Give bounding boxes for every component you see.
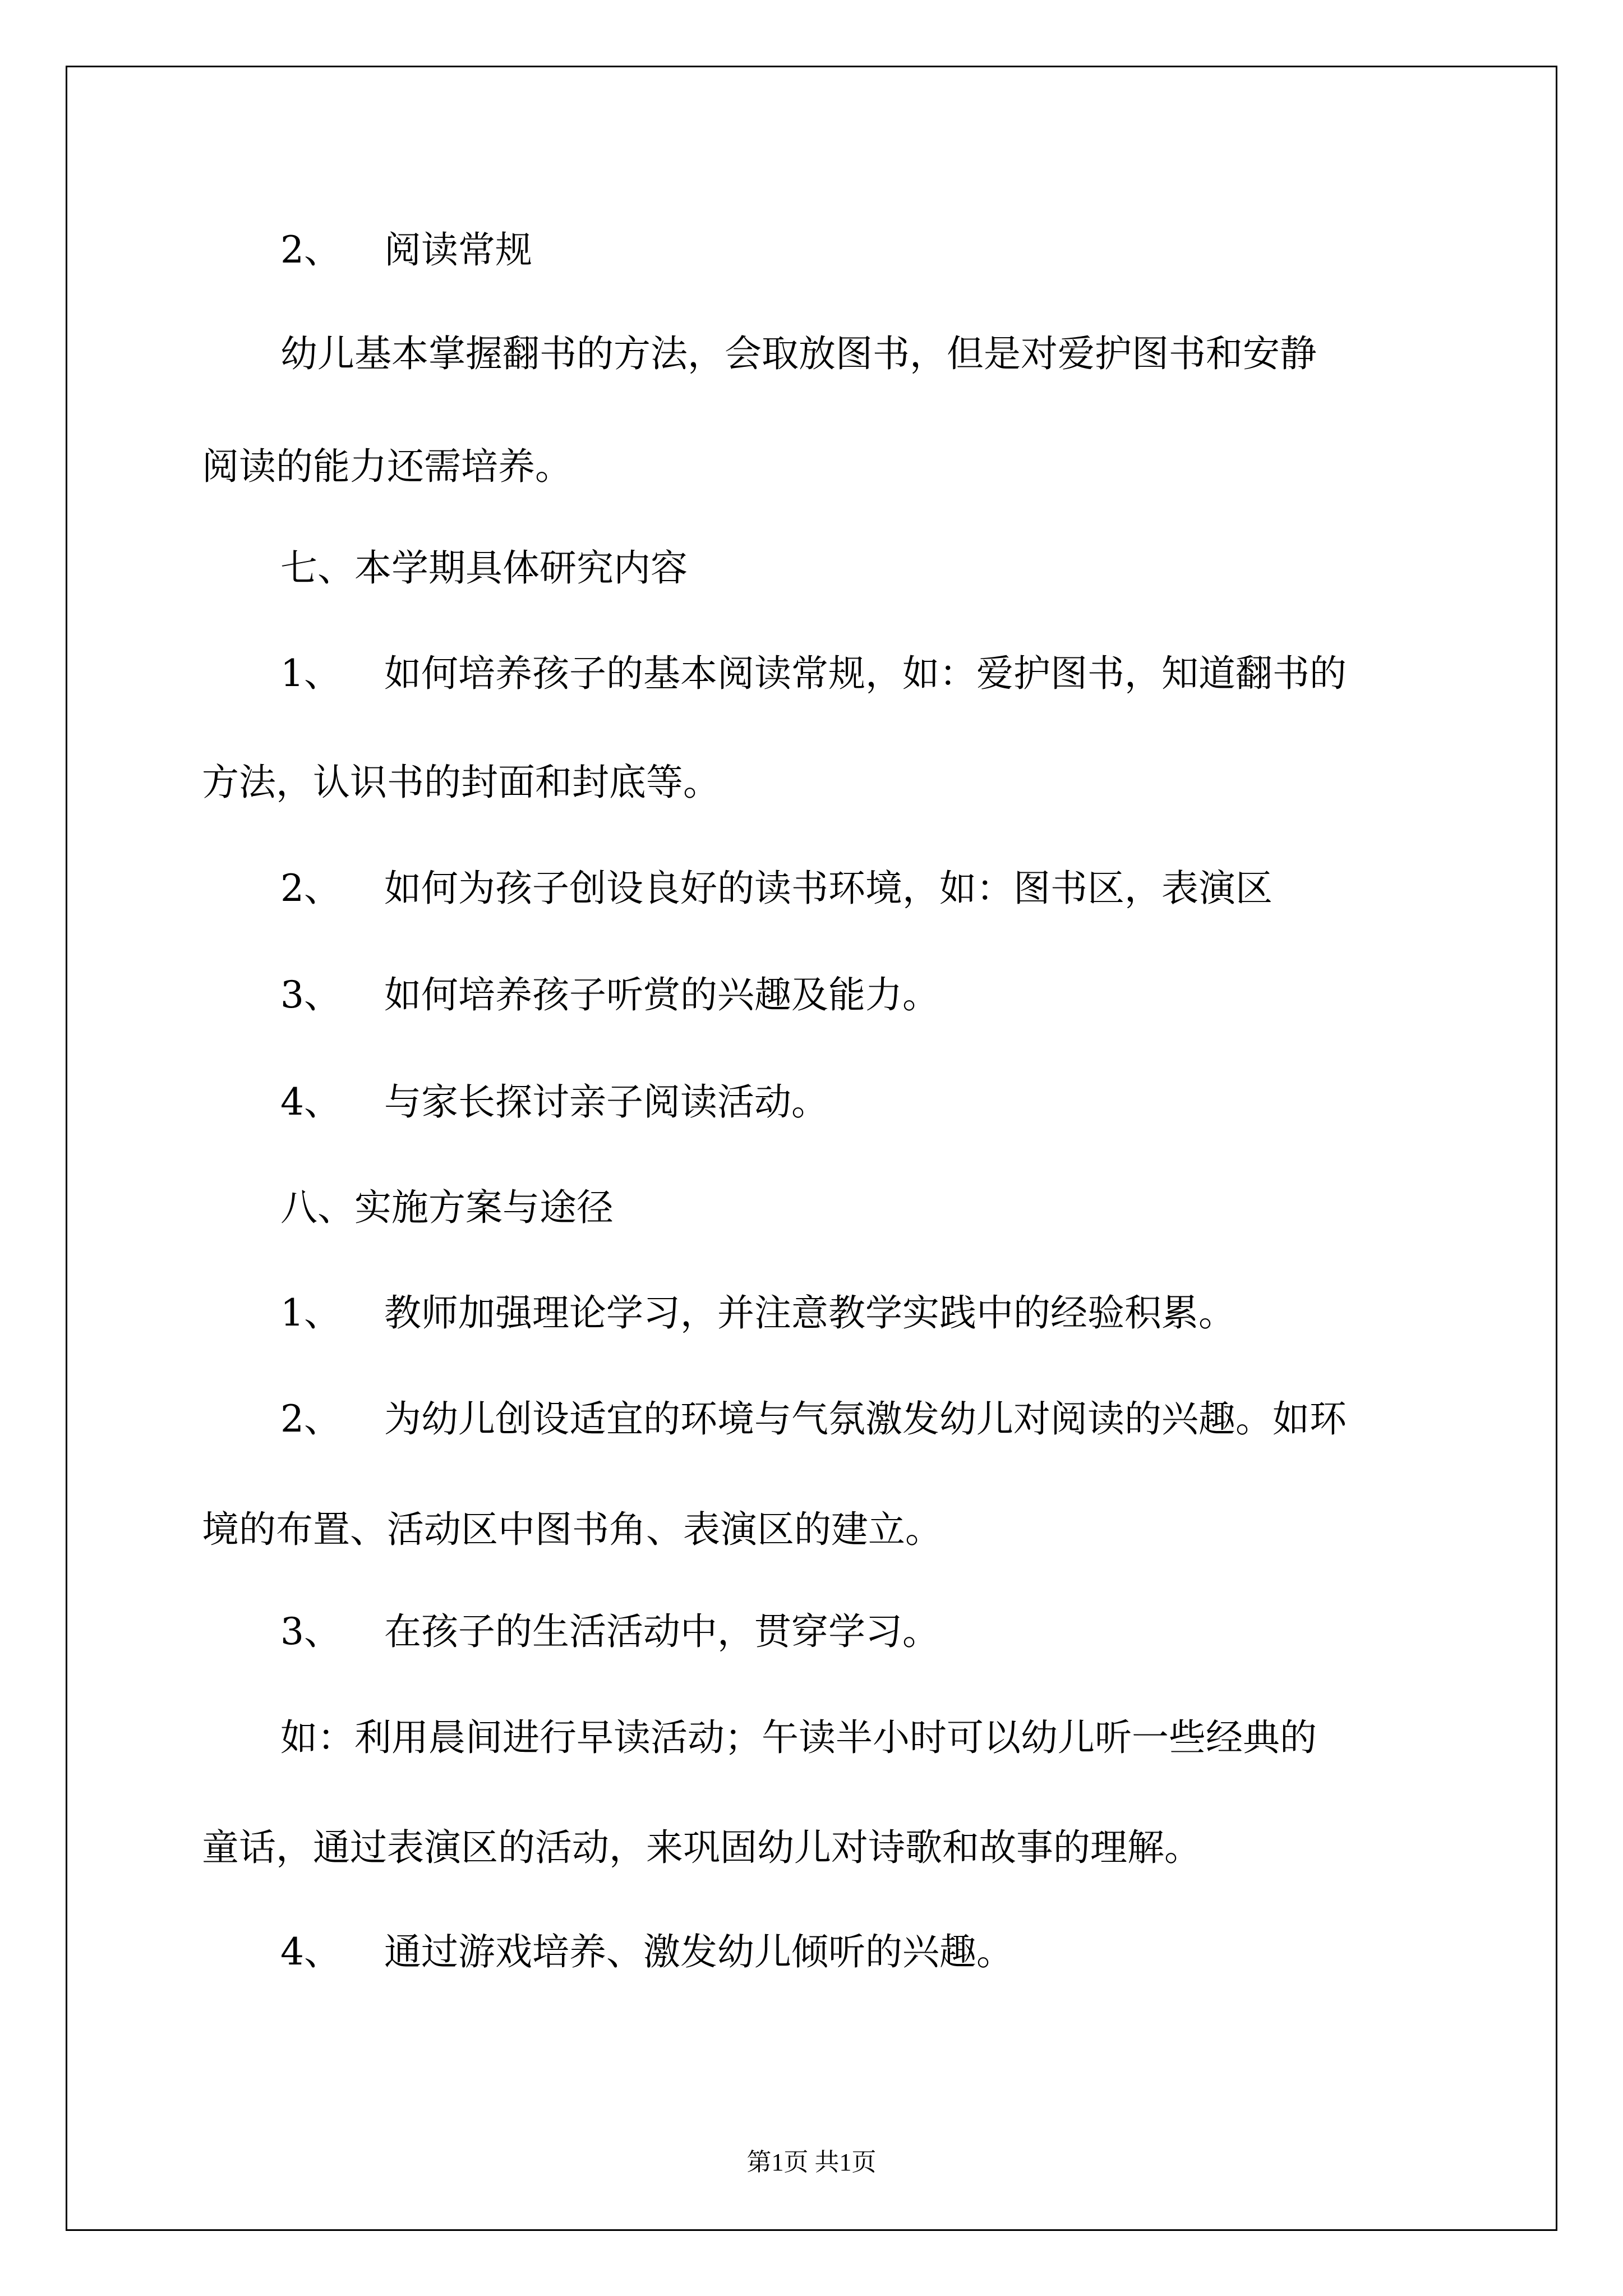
- item-number: 4、: [280, 1930, 341, 1973]
- item-number: 1、: [280, 652, 341, 695]
- item-number: 1、: [280, 1291, 341, 1335]
- item-text: 如何培养孩子的基本阅读常规，如：爱护图书，知道翻书的: [384, 652, 1347, 695]
- section-heading: 七、本学期具体研究内容: [280, 546, 688, 590]
- list-item: [280, 652, 1458, 695]
- item-text: 阅读常规: [384, 228, 532, 272]
- paragraph-line: 童话，通过表演区的活动，来巩固幼儿对诗歌和故事的理解。: [202, 1826, 1201, 1869]
- item-number: 2、: [280, 867, 341, 910]
- item-text: 在孩子的生活活动中，贯穿学习。: [384, 1610, 939, 1653]
- page-border: [66, 66, 1557, 2231]
- paragraph-line: 阅读的能力还需培养。: [202, 445, 572, 488]
- paragraph-line: 幼儿基本掌握翻书的方法，会取放图书，但是对爱护图书和安静: [280, 332, 1317, 375]
- paragraph-line: 方法，认识书的封面和封底等。: [202, 761, 720, 804]
- item-number: 3、: [280, 1610, 341, 1653]
- item-text: 通过游戏培养、激发幼儿倾听的兴趣。: [384, 1930, 1013, 1973]
- item-text: 如何为孩子创设良好的读书环境，如：图书区，表演区: [384, 867, 1272, 910]
- item-text: 与家长探讨亲子阅读活动。: [384, 1080, 828, 1124]
- list-item: [280, 1291, 1458, 1335]
- item-number: 2、: [280, 1397, 341, 1441]
- list-item: [280, 1930, 1458, 1973]
- item-number: 4、: [280, 1080, 341, 1124]
- item-text: 为幼儿创设适宜的环境与气氛激发幼儿对阅读的兴趣。如环: [384, 1397, 1347, 1441]
- item-text: 教师加强理论学习，并注意教学实践中的经验积累。: [384, 1291, 1235, 1335]
- list-item: [280, 973, 1458, 1016]
- list-item: [280, 1610, 1458, 1653]
- list-item: [280, 228, 1458, 272]
- item-number: 3、: [280, 973, 341, 1016]
- paragraph-line: 如：利用晨间进行早读活动；午读半小时可以幼儿听一些经典的: [280, 1716, 1317, 1759]
- list-item: [280, 867, 1458, 910]
- section-heading: 八、实施方案与途径: [280, 1186, 614, 1229]
- list-item: [280, 1080, 1458, 1124]
- paragraph-line: 境的布置、活动区中图书角、表演区的建立。: [202, 1508, 942, 1551]
- item-number: 2、: [280, 228, 341, 272]
- page-footer: 第1页 共1页: [746, 2148, 877, 2176]
- item-text: 如何培养孩子听赏的兴趣及能力。: [384, 973, 939, 1016]
- list-item: [280, 1397, 1458, 1441]
